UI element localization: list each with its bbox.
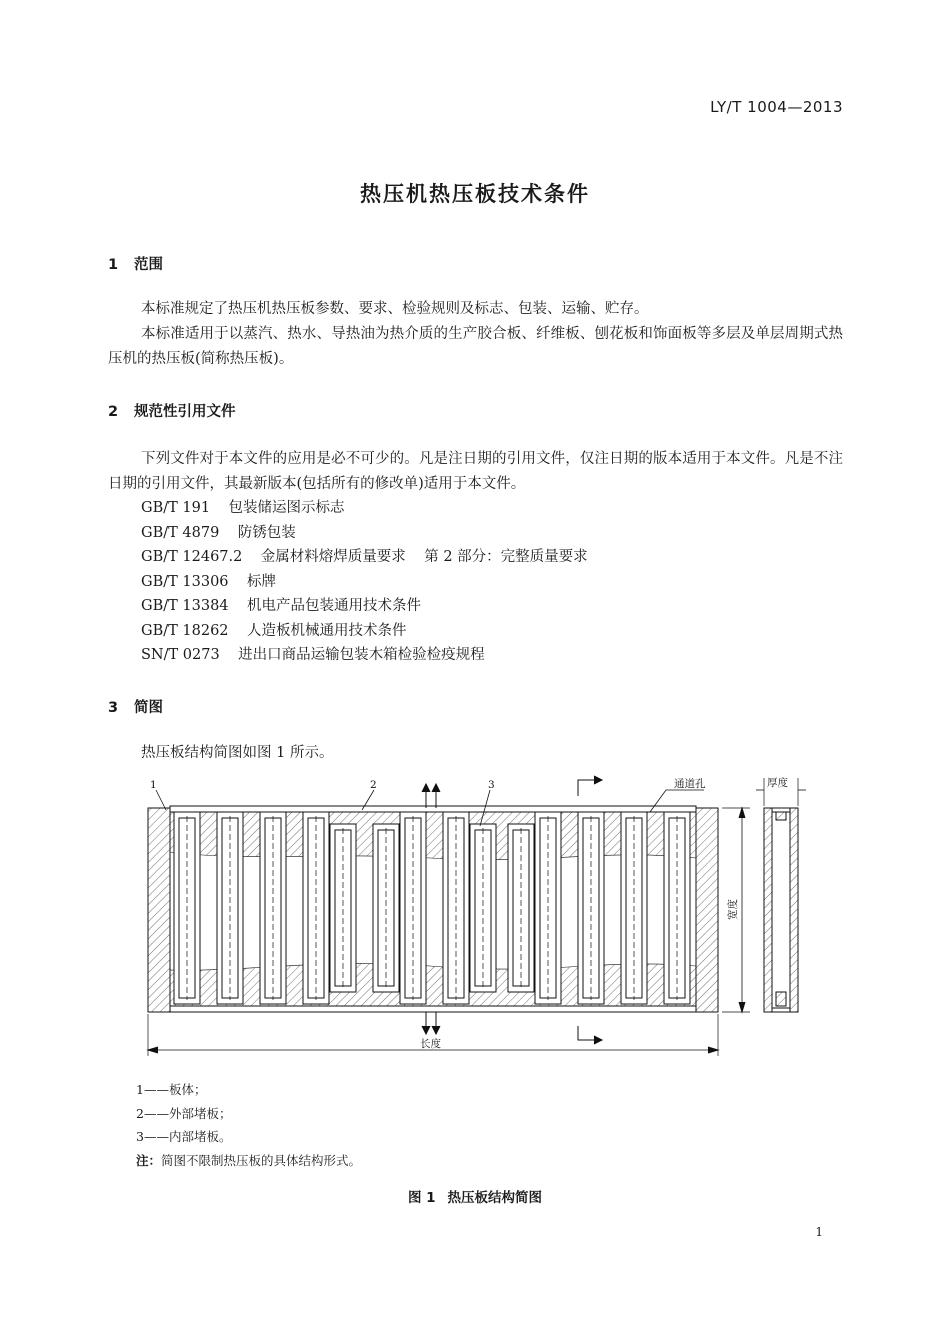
section-number: 1 (108, 257, 119, 273)
reference-item: GB/T 13306 标牌 (141, 573, 276, 590)
figure-caption (0, 1186, 950, 1206)
figure-legend (136, 1078, 361, 1172)
reference-item: GB/T 4879 防锈包装 (141, 524, 296, 541)
section-title: 简图 (134, 700, 163, 716)
section-2-heading (108, 400, 236, 421)
legend-item: 2——外部堵板； (136, 1105, 232, 1121)
thickness-label: 厚度 (767, 777, 788, 789)
document-title: 热压机热压板技术条件 (360, 182, 590, 206)
paragraph: 下列文件对于本文件的应用是必不可少的。凡是注日期的引用文件，仅注日期的版本适用于本文件。凡是不注日期的引用文件，其最新版本(包括所有的修改单)适用于本文件。 (108, 451, 843, 492)
section-number: 2 (108, 404, 119, 420)
part-2-label: 2 (370, 779, 377, 791)
figure-title: 热压板结构简图 (447, 1190, 543, 1206)
section-1-heading (108, 253, 163, 274)
reference-item: GB/T 12467.2 金属材料熔焊质量要求 第 2 部分：完整质量要求 (141, 549, 588, 565)
section-1-body (108, 297, 843, 372)
section-title: 范围 (134, 257, 163, 273)
figure-note (136, 1149, 361, 1173)
bottom-band-hatch (170, 964, 696, 1012)
width-label: 宽度 (727, 899, 739, 920)
channel-hole-label: 通道孔 (674, 778, 706, 790)
reference-item: GB/T 13384 机电产品包装通用技术条件 (141, 598, 421, 614)
hot-platen-structure-drawing (130, 770, 830, 1060)
top-band-hatch (170, 808, 696, 860)
section-3-body (108, 741, 843, 766)
reference-item: GB/T 18262 人造板机械通用技术条件 (141, 622, 407, 639)
outer-plug-top (170, 806, 696, 812)
note-text: 简图不限制热压板的具体结构形式。 (161, 1152, 362, 1168)
part-3-label: 3 (488, 779, 495, 791)
reference-item: GB/T 191 包装储运图示标志 (141, 500, 345, 516)
legend-item: 1——板体； (136, 1082, 207, 1097)
figure-number: 图 1 (407, 1190, 436, 1206)
length-label: 长度 (420, 1038, 441, 1050)
right-edge-hatch (696, 808, 718, 1012)
left-edge-hatch (148, 808, 170, 1012)
paragraph: 本标准规定了热压机热压板参数、要求、检验规则及标志、包装、运输、贮存。 (141, 301, 649, 317)
section-number: 3 (108, 700, 119, 716)
outer-plug-bottom (170, 1006, 696, 1012)
paragraph: 本标准适用于以蒸汽、热水、导热油为热介质的生产胶合板、纤维板、刨花板和饰面板等多层及单层周期式热压机的热压板(简称热压板)。 (108, 326, 843, 367)
reference-item: SN/T 0273 进出口商品运输包装木箱检验检疫规程 (141, 647, 485, 663)
section-title: 规范性引用文件 (134, 404, 236, 420)
page-number: 1 (815, 1225, 823, 1239)
part-1-label: 1 (150, 779, 157, 791)
reference-list (141, 496, 588, 668)
paragraph: 热压板结构简图如图 1 所示。 (141, 745, 334, 761)
legend-item: 3——内部堵板。 (136, 1129, 232, 1144)
section-3-heading (108, 696, 163, 717)
note-prefix: 注： (136, 1152, 162, 1168)
section-2-body (108, 447, 843, 497)
standard-code: LY/T 1004—2013 (710, 98, 843, 116)
